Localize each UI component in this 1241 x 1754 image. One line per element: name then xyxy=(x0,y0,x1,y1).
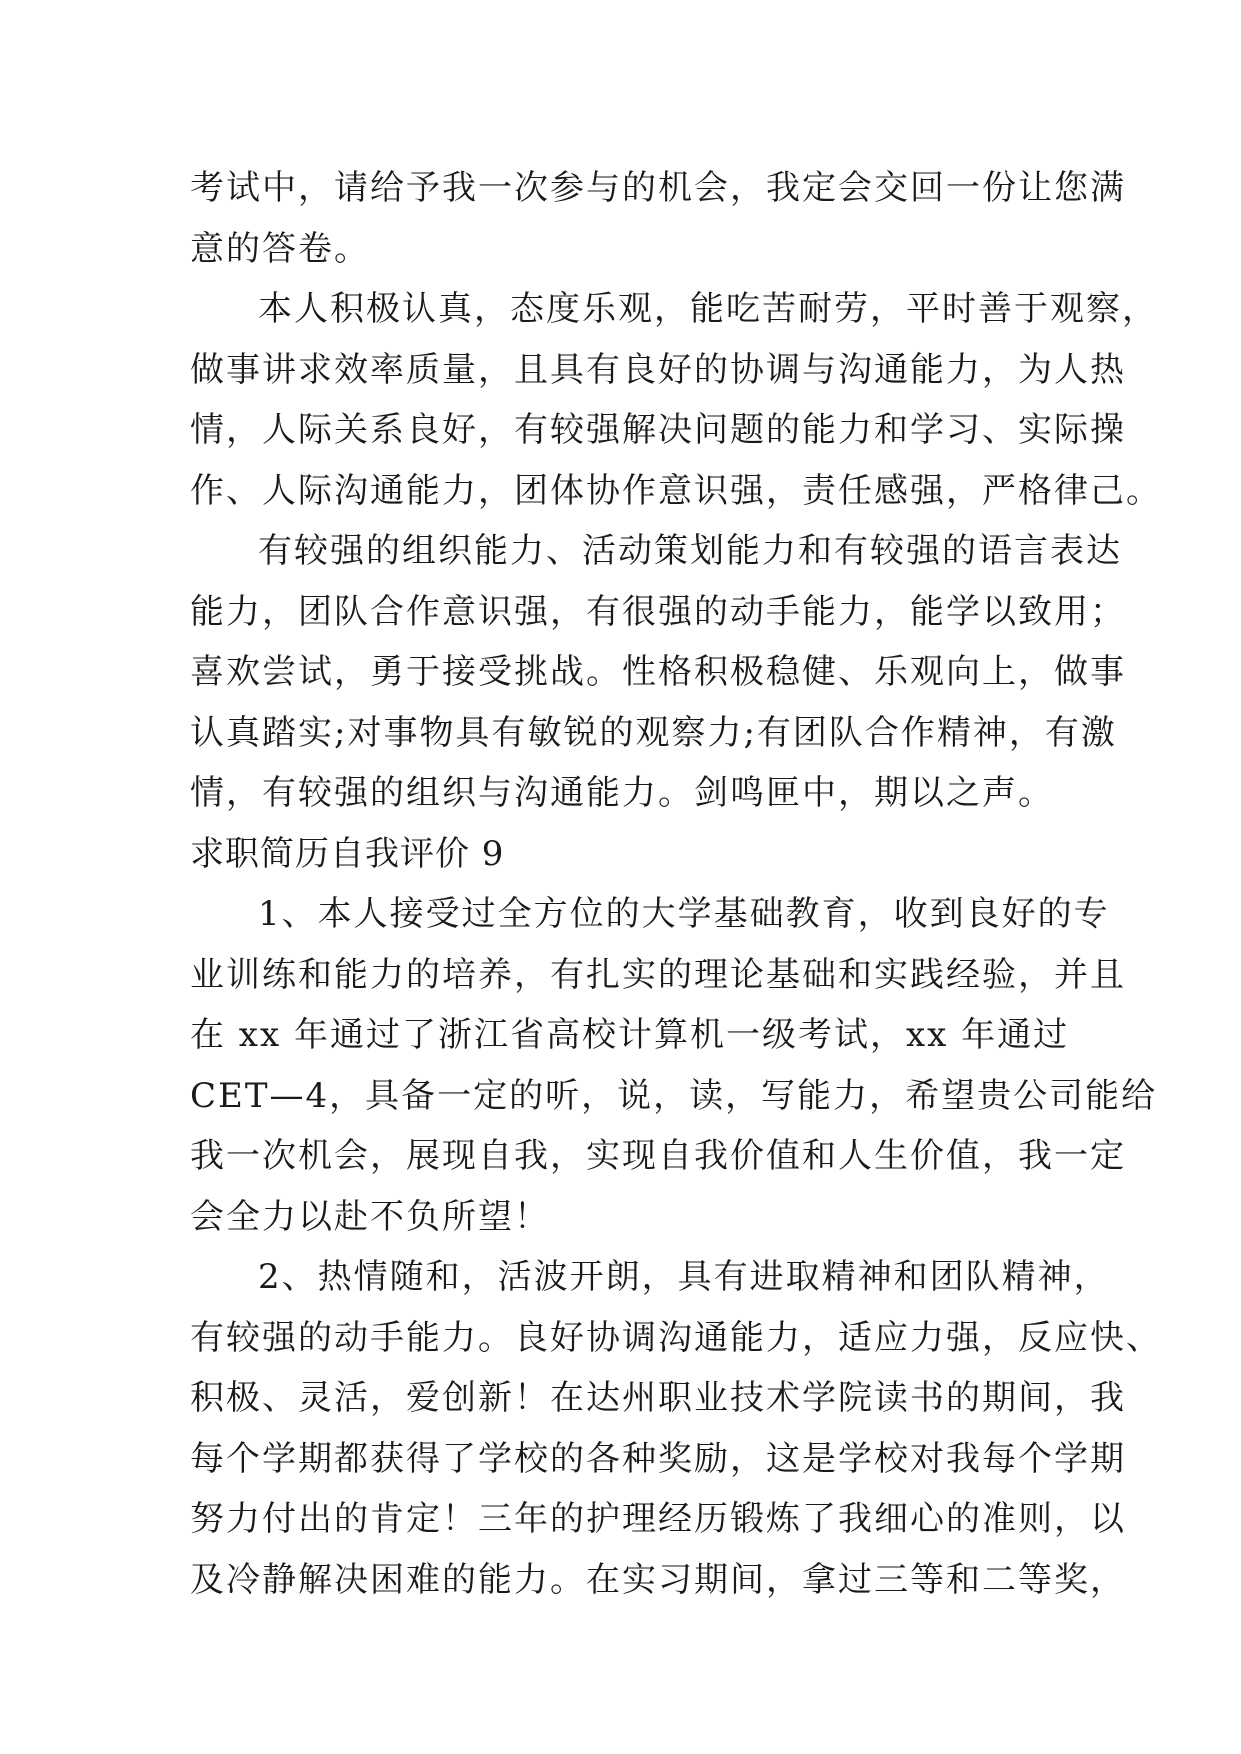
section-heading xyxy=(190,824,1060,885)
text-line: 努力付出的肯定！三年的护理经历锻炼了我细心的准则，以 xyxy=(190,1499,1126,1539)
text-line: 情，人际关系良好，有较强解决问题的能力和学习、实际操 xyxy=(190,410,1126,450)
text-line: 会全力以赴不负所望！ xyxy=(190,1196,550,1237)
text-line: 本人积极认真，态度乐观，能吃苦耐劳，平时善于观察， xyxy=(258,289,1158,329)
paragraph xyxy=(190,521,1126,824)
text-line: 及冷静解决困难的能力。在实习期间，拿过三等和二等奖， xyxy=(190,1559,1126,1600)
text-line: 喜欢尝试，勇于接受挑战。性格积极稳健、乐观向上，做事 xyxy=(190,652,1126,692)
text-line: 我一次机会，展现自我，实现自我价值和人生价值，我一定 xyxy=(190,1136,1126,1176)
text-line: 考试中，请给予我一次参与的机会，我定会交回一份让您满 xyxy=(190,168,1126,208)
text-line: 认真踏实;对事物具有敏锐的观察力;有团队合作精神，有激 xyxy=(190,712,1117,753)
paragraph xyxy=(190,884,1158,1247)
paragraph xyxy=(190,1247,1162,1610)
text-line: 作、人际沟通能力，团体协作意识强，责任感强，严格律己。 xyxy=(190,470,1162,511)
text-line: 意的答卷。 xyxy=(190,228,370,269)
text-line: 在 xx 年通过了浙江省高校计算机一级考试，xx 年通过 xyxy=(190,1015,1070,1055)
text-line: 业训练和能力的培养，有扎实的理论基础和实践经验，并且 xyxy=(190,954,1126,995)
text-line: 1、本人接受过全方位的大学基础教育，收到良好的专 xyxy=(258,894,1110,934)
paragraph xyxy=(190,279,1162,521)
text-line: 积极、灵活，爱创新！在达州职业技术学院读书的期间，我 xyxy=(190,1378,1126,1418)
heading-text: 求职简历自我评价 9 xyxy=(190,833,505,874)
text-line: 能力，团队合作意识强，有很强的动手能力，能学以致用； xyxy=(190,591,1126,632)
text-line: 2、热情随和，活波开朗，具有进取精神和团队精神， xyxy=(258,1257,1110,1297)
text-line: 做事讲求效率质量，且具有良好的协调与沟通能力，为人热 xyxy=(190,349,1126,390)
document-body xyxy=(190,158,1162,1610)
paragraph-continuation xyxy=(190,158,1126,279)
text-line: 每个学期都获得了学校的各种奖励，这是学校对我每个学期 xyxy=(190,1438,1126,1479)
text-line: 情，有较强的组织与沟通能力。剑鸣匣中，期以之声。 xyxy=(190,773,1054,813)
text-line: 有较强的组织能力、活动策划能力和有较强的语言表达 xyxy=(258,531,1122,571)
text-line: 有较强的动手能力。良好协调沟通能力，适应力强，反应快、 xyxy=(190,1317,1162,1358)
text-line: CET—4，具备一定的听，说，读，写能力，希望贵公司能给 xyxy=(190,1075,1158,1116)
